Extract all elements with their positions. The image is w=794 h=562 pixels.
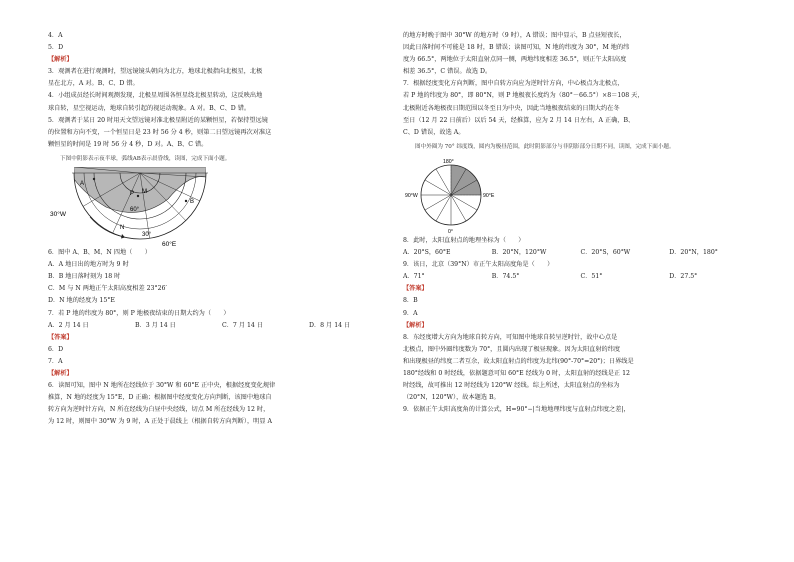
text-line: 球自转，星空视运动，地球自转引起的视运动现象。A 对。B、C、D 错。 [48, 104, 251, 112]
option: C．7 月 14 日 [222, 321, 264, 329]
text-line: 4．小组成员经长时间观测发现，北极星周围各恒星绕北极星转动，这反映出地 [48, 92, 263, 100]
text-line: 北极附近各地极夜日期范围以冬至日为中央，因此当地极夜结束的日期大约在冬 [403, 104, 620, 112]
answer-line: 5．D [48, 44, 64, 52]
label-b: B [190, 199, 195, 206]
text-line: 北极点，图中外圈纬度数为 70°，且圆内出现了极昼现象。因为太阳直射的纬度 [403, 345, 621, 353]
left-column [48, 30, 396, 428]
option-line: A．A 地日出的地方时为 9 时 [48, 261, 129, 269]
text-line: 7．根据经度变化方向判断，图中自转方向应为逆时针方向，中心极点为北极点， [403, 80, 624, 88]
text-line: 9．依据正午太阳高度角的计算公式，H=90°−|当地地理纬度与直射点纬度之差|， [403, 406, 630, 414]
answer-line: 4．A [48, 32, 63, 39]
label-60deg: 60° [130, 207, 140, 214]
option: C．20°S，60°W [580, 249, 631, 257]
text-line: 颗恒星的时间是 19 时 56 分 4 秒，D 对。A、B、C 错。 [48, 140, 208, 148]
option: B．20°N，120°W [491, 249, 547, 257]
label-180: 180° [443, 158, 454, 165]
answer-tag: 【答案】 [403, 285, 428, 293]
answer-line: 7．A [48, 357, 63, 365]
option: A．2 月 14 日 [48, 321, 89, 329]
options-row [48, 320, 396, 332]
option: B．74.5° [491, 273, 520, 281]
label-90e: 90°E [483, 192, 495, 199]
text-line: 至日（12 月 22 日前后）以后 54 天，经推算，应为 2 月 14 日左右，A 正确，B、 [403, 116, 635, 124]
text-line: 5．观测者于某日 20 时用天文望远镜对准北极星附近的某颗恒星，若保持望远镜 [48, 116, 268, 124]
option-line: C．M 与 N 两地正午太阳高度相差 23°26′ [48, 285, 167, 293]
option-line: D．N 地的经度为 15°E [48, 297, 115, 305]
option-line: B．B 地日落时刻为 18 时 [48, 273, 121, 281]
question-7: 7．若 P 地的纬度为 80°，则 P 地极夜结束的日期大约为（ ） [48, 309, 230, 317]
text-line: 6．读图可知，图中 N 地所在经线位于 30°W 和 60°E 正中央，根据经度变化规律 [48, 382, 276, 390]
text-line: 因此日落时间不可能是 18 时，B 错误；读图可知，N 地的纬度为 30°，M 地的纬 [403, 44, 630, 52]
text-line: 3．观测者在进行观测时，望远镜镜头朝向为北方，地球北极指向北极星，北极 [48, 68, 263, 76]
text-line: 的位置和方向不变，一个恒星日是 23 时 56 分 4 秒，则第二日望远镜再次对准这 [48, 128, 272, 136]
figure-caption: 图中外圈为 70° 纬度线，圆内为极昼范围，此时阴影部分与非阴影部分日期不同，读图，完成下面小题。 [415, 143, 675, 150]
shaded-sector [451, 155, 493, 195]
text-line: 推算，N 地的经度为 15°E，D 正确；根据图中经度变化方向判断，该图中地球自 [48, 394, 272, 402]
analysis-tag: 【解析】 [403, 321, 428, 329]
options-row [403, 271, 758, 283]
text-line: 转方向为逆时针方向，N 所在经线为白昼中央经线，切点 M 所在经线为 12 时， [48, 406, 270, 414]
label-a: A [80, 181, 85, 188]
analysis-tag: 【解析】 [48, 369, 73, 377]
text-line: 时经线，故可推出 12 时经线为 120°W 经线。综上所述，太阳直射点的坐标为 [403, 382, 620, 390]
option: A．20°S，60°E [403, 249, 451, 257]
earth-diagram-figure [50, 167, 220, 247]
answer-tag: 【答案】 [48, 333, 73, 341]
figure-caption: 下图中阴影表示夜半球，弧线AB表示晨昏线，读图，完成下面小题。 [60, 155, 231, 162]
text-line: 若 P 地的纬度为 80°，即 80°N，则 P 地极夜长度约为（80°－66.5°）×8＝108 天， [403, 92, 644, 100]
text-line: 8．东经度增大方向为地球自转方向，可知图中地球自转呈逆时针，故中心点是 [403, 333, 618, 341]
polar-diagram-figure [403, 155, 523, 235]
option: D．20°N，180° [669, 249, 718, 257]
answer-line: 8．B [403, 297, 418, 305]
text-line: 和出现极昼的纬度二者互余，故太阳直射点的纬度为北纬(90°-70°=20°)；日界线是 [403, 357, 634, 365]
option: B．3 月 14 日 [135, 321, 176, 329]
question-8: 8．此时，太阳直射点的地理坐标为（ ） [403, 236, 525, 244]
question-6: 6．图中 A、B、M、N 四地（ ） [48, 249, 151, 257]
label-90w: 90°W [405, 192, 418, 199]
text-line: 180°经线和 0 时经线，依据题意可知 60°E 经线为 0 时，太阳直射的经线是正 12 [403, 369, 630, 377]
label-30w: 30°W [50, 211, 66, 219]
text-line: 度为 66.5°，两地位于太阳直射点同一侧，两地纬度相差 36.5°，则正午太阳高度 [403, 56, 627, 64]
text-line: 星在北方，A 对。B、C、D 错。 [48, 80, 139, 88]
answer-line: 9．A [403, 309, 418, 317]
option: C．51° [580, 273, 603, 281]
label-m: M [142, 189, 147, 196]
label-0: 0° [448, 228, 453, 235]
label-p: P [130, 191, 135, 198]
text-line: 的地方时晚于图中 30°W 的地方时（9 时），A 错误；图中显示，B 点昼短夜长， [403, 32, 626, 39]
label-60e: 60°E [162, 241, 177, 248]
option: A．71° [403, 273, 425, 281]
options-row [403, 247, 758, 259]
label-n: N [120, 225, 125, 232]
text-line: （20°N，120°W），故本题选 B。 [403, 394, 500, 402]
question-9: 9．该日，北京（39°N）市正午太阳高度角是（ ） [403, 261, 554, 269]
label-30deg: 30° [142, 232, 152, 239]
text-line: 相差 36.5°，C 错误。故选 D。 [403, 68, 492, 76]
option: D．27.5° [669, 273, 698, 281]
answer-line: 6．D [48, 345, 64, 353]
option: D．8 月 14 日 [309, 321, 351, 329]
text-line: 为 12 时，则图中 30°W 为 9 时，A 正处于晨线上（根据自转方向判断），明显 A [48, 418, 272, 426]
text-line: C、D 错误，故选 A。 [403, 128, 465, 136]
analysis-tag: 【解析】 [48, 56, 73, 64]
right-column [403, 30, 758, 416]
